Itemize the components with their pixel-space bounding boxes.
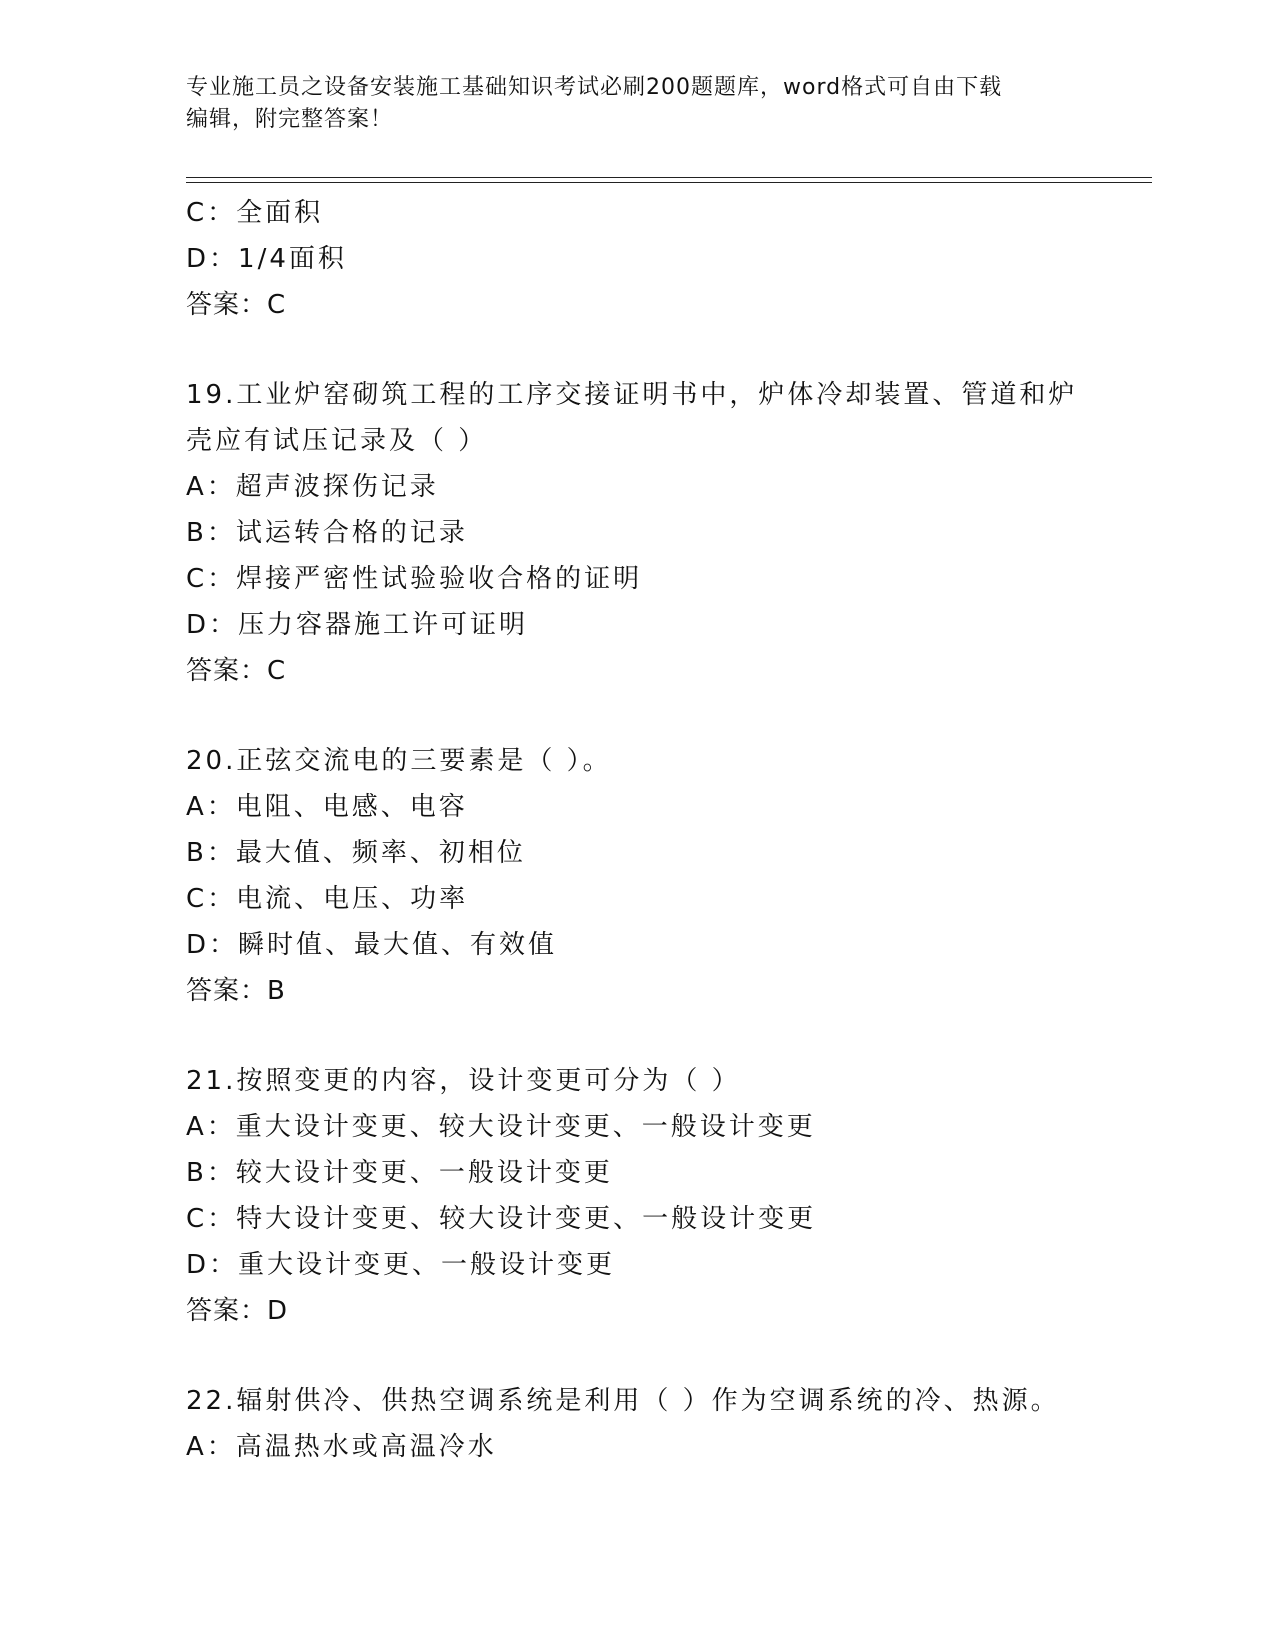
option-d: D：压力容器施工许可证明 — [186, 610, 529, 640]
header-divider-bottom — [186, 182, 1152, 183]
option-c: C：全面积 — [186, 198, 324, 228]
answer: 答案：C — [186, 656, 287, 686]
question-list — [186, 190, 1146, 1470]
answer: 答案：B — [186, 976, 286, 1006]
option-b: B：最大值、频率、初相位 — [186, 838, 526, 868]
question-19 — [186, 372, 1146, 694]
option-b: B：较大设计变更、一般设计变更 — [186, 1158, 613, 1188]
option-c: C：电流、电压、功率 — [186, 884, 469, 914]
question-18 — [186, 190, 1146, 328]
question-stem: 22.辐射供冷、供热空调系统是利用（ ）作为空调系统的冷、热源。 — [186, 1386, 1060, 1416]
option-c: C：焊接严密性试验验收合格的证明 — [186, 564, 643, 594]
question-21 — [186, 1058, 1146, 1334]
option-d: D：重大设计变更、一般设计变更 — [186, 1250, 616, 1280]
option-a: A：高温热水或高温冷水 — [186, 1432, 497, 1462]
answer: 答案：D — [186, 1296, 289, 1326]
option-d: D：瞬时值、最大值、有效值 — [186, 930, 558, 960]
document-header — [186, 72, 1086, 136]
option-d: D：1/4面积 — [186, 244, 347, 274]
answer: 答案：C — [186, 290, 287, 320]
question-20 — [186, 738, 1146, 1014]
option-a: A：超声波探伤记录 — [186, 472, 439, 502]
option-a: A：重大设计变更、较大设计变更、一般设计变更 — [186, 1112, 816, 1142]
question-22 — [186, 1378, 1146, 1470]
question-stem-line2: 壳应有试压记录及（ ） — [186, 426, 488, 456]
question-stem: 20.正弦交流电的三要素是（ ）。 — [186, 746, 612, 776]
header-divider-top — [186, 177, 1152, 178]
option-a: A：电阻、电感、电容 — [186, 792, 468, 822]
option-c: C：特大设计变更、较大设计变更、一般设计变更 — [186, 1204, 817, 1234]
question-stem-line1: 19.工业炉窑砌筑工程的工序交接证明书中，炉体冷却装置、管道和炉 — [186, 380, 1078, 410]
header-title-line1: 专业施工员之设备安装施工基础知识考试必刷200题题库，word格式可自由下载 — [186, 75, 1003, 100]
header-title-line2: 编辑，附完整答案！ — [186, 107, 394, 132]
option-b: B：试运转合格的记录 — [186, 518, 468, 548]
question-stem: 21.按照变更的内容，设计变更可分为（ ） — [186, 1066, 741, 1096]
